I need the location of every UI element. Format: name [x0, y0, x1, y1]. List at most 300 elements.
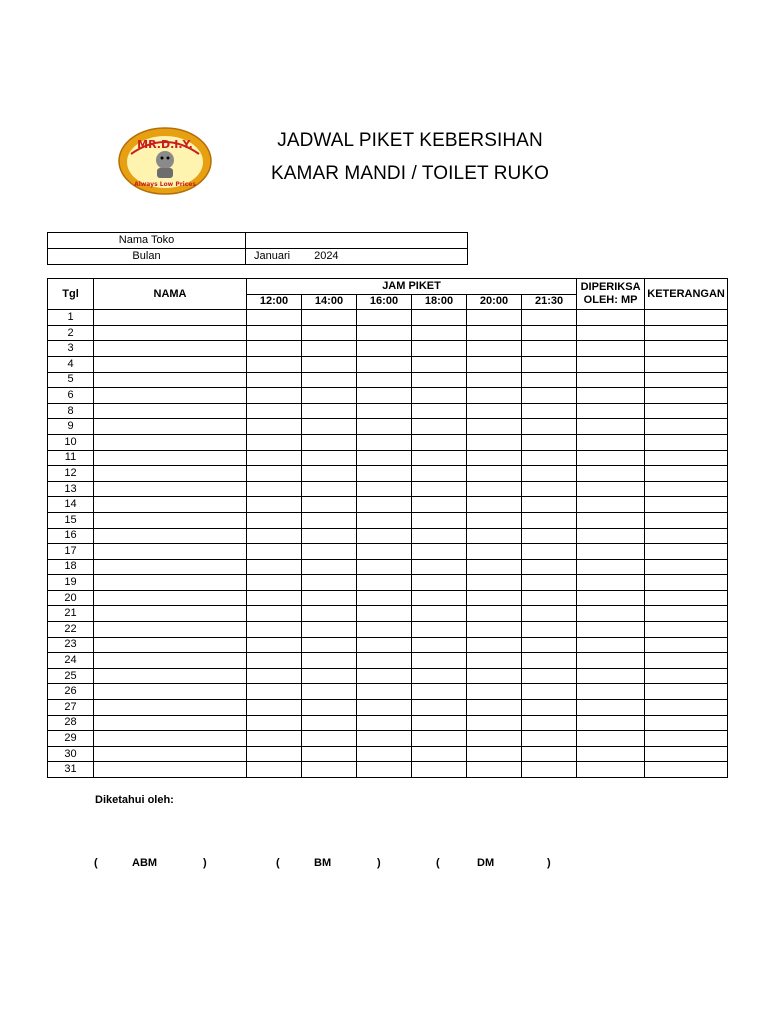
time-cell[interactable]: [247, 372, 302, 388]
time-cell[interactable]: [522, 731, 577, 747]
time-cell[interactable]: [357, 590, 412, 606]
time-cell[interactable]: [302, 622, 357, 638]
time-cell[interactable]: [412, 575, 467, 591]
checked-cell[interactable]: [577, 559, 645, 575]
time-cell[interactable]: [412, 325, 467, 341]
name-cell[interactable]: [94, 434, 247, 450]
time-cell[interactable]: [302, 512, 357, 528]
note-cell[interactable]: [645, 356, 728, 372]
time-cell[interactable]: [302, 341, 357, 357]
time-cell[interactable]: [247, 310, 302, 326]
name-cell[interactable]: [94, 419, 247, 435]
checked-cell[interactable]: [577, 497, 645, 513]
name-cell[interactable]: [94, 575, 247, 591]
time-cell[interactable]: [412, 512, 467, 528]
time-cell[interactable]: [302, 684, 357, 700]
time-cell[interactable]: [302, 497, 357, 513]
time-cell[interactable]: [357, 450, 412, 466]
header-time-4: 20:00: [467, 294, 522, 310]
time-cell[interactable]: [522, 606, 577, 622]
checked-cell[interactable]: [577, 544, 645, 560]
time-cell[interactable]: [357, 372, 412, 388]
time-cell[interactable]: [522, 715, 577, 731]
time-cell[interactable]: [302, 310, 357, 326]
name-cell[interactable]: [94, 356, 247, 372]
name-cell[interactable]: [94, 528, 247, 544]
checked-cell[interactable]: [577, 700, 645, 716]
time-cell[interactable]: [357, 746, 412, 762]
day-number: 20: [48, 590, 94, 606]
table-row: [48, 715, 728, 731]
note-cell[interactable]: [645, 746, 728, 762]
name-cell[interactable]: [94, 341, 247, 357]
time-cell[interactable]: [467, 622, 522, 638]
time-cell[interactable]: [412, 434, 467, 450]
time-cell[interactable]: [467, 388, 522, 404]
time-cell[interactable]: [522, 419, 577, 435]
checked-cell[interactable]: [577, 450, 645, 466]
time-cell[interactable]: [522, 388, 577, 404]
name-cell[interactable]: [94, 325, 247, 341]
time-cell[interactable]: [357, 497, 412, 513]
checked-cell[interactable]: [577, 762, 645, 778]
time-cell[interactable]: [357, 700, 412, 716]
table-row: [48, 559, 728, 575]
time-cell[interactable]: [302, 419, 357, 435]
day-number: 21: [48, 606, 94, 622]
time-cell[interactable]: [412, 419, 467, 435]
time-cell[interactable]: [247, 497, 302, 513]
time-cell[interactable]: [412, 450, 467, 466]
note-cell[interactable]: [645, 684, 728, 700]
name-cell[interactable]: [94, 559, 247, 575]
checked-cell[interactable]: [577, 575, 645, 591]
time-cell[interactable]: [247, 481, 302, 497]
time-cell[interactable]: [467, 434, 522, 450]
time-cell[interactable]: [412, 528, 467, 544]
time-cell[interactable]: [467, 746, 522, 762]
time-cell[interactable]: [412, 341, 467, 357]
time-cell[interactable]: [302, 637, 357, 653]
time-cell[interactable]: [412, 544, 467, 560]
time-cell[interactable]: [467, 606, 522, 622]
note-cell[interactable]: [645, 559, 728, 575]
time-cell[interactable]: [247, 325, 302, 341]
time-cell[interactable]: [467, 356, 522, 372]
name-cell[interactable]: [94, 310, 247, 326]
checked-cell[interactable]: [577, 481, 645, 497]
time-cell[interactable]: [522, 590, 577, 606]
time-cell[interactable]: [357, 341, 412, 357]
time-cell[interactable]: [247, 559, 302, 575]
time-cell[interactable]: [522, 372, 577, 388]
time-cell[interactable]: [247, 356, 302, 372]
time-cell[interactable]: [357, 762, 412, 778]
time-cell[interactable]: [247, 700, 302, 716]
time-cell[interactable]: [467, 466, 522, 482]
time-cell[interactable]: [467, 450, 522, 466]
time-cell[interactable]: [302, 388, 357, 404]
note-cell[interactable]: [645, 575, 728, 591]
checked-cell[interactable]: [577, 731, 645, 747]
day-number: 19: [48, 575, 94, 591]
checked-cell[interactable]: [577, 528, 645, 544]
time-cell[interactable]: [357, 512, 412, 528]
time-cell[interactable]: [412, 310, 467, 326]
time-cell[interactable]: [522, 481, 577, 497]
header-time-0: 12:00: [247, 294, 302, 310]
time-cell[interactable]: [357, 606, 412, 622]
time-cell[interactable]: [467, 403, 522, 419]
time-cell[interactable]: [412, 606, 467, 622]
table-row: [48, 544, 728, 560]
time-cell[interactable]: [522, 668, 577, 684]
name-cell[interactable]: [94, 668, 247, 684]
time-cell[interactable]: [357, 731, 412, 747]
time-cell[interactable]: [357, 622, 412, 638]
time-cell[interactable]: [357, 637, 412, 653]
time-cell[interactable]: [247, 684, 302, 700]
checked-cell[interactable]: [577, 606, 645, 622]
checked-cell[interactable]: [577, 388, 645, 404]
time-cell[interactable]: [412, 403, 467, 419]
time-cell[interactable]: [467, 684, 522, 700]
time-cell[interactable]: [357, 528, 412, 544]
time-cell[interactable]: [247, 746, 302, 762]
time-cell[interactable]: [247, 512, 302, 528]
note-cell[interactable]: [645, 715, 728, 731]
checked-cell[interactable]: [577, 684, 645, 700]
time-cell[interactable]: [302, 653, 357, 669]
name-cell[interactable]: [94, 544, 247, 560]
note-cell[interactable]: [645, 606, 728, 622]
time-cell[interactable]: [357, 481, 412, 497]
time-cell[interactable]: [522, 310, 577, 326]
time-cell[interactable]: [522, 575, 577, 591]
time-cell[interactable]: [247, 731, 302, 747]
time-cell[interactable]: [247, 762, 302, 778]
note-cell[interactable]: [645, 700, 728, 716]
paren-open-bm: (: [276, 857, 280, 869]
name-cell[interactable]: [94, 653, 247, 669]
note-cell[interactable]: [645, 653, 728, 669]
mrdiy-logo: [117, 126, 213, 196]
time-cell[interactable]: [412, 497, 467, 513]
note-cell[interactable]: [645, 434, 728, 450]
time-cell[interactable]: [247, 434, 302, 450]
header-time-5: 21:30: [522, 294, 577, 310]
name-cell[interactable]: [94, 637, 247, 653]
time-cell[interactable]: [247, 606, 302, 622]
checked-cell[interactable]: [577, 668, 645, 684]
note-cell[interactable]: [645, 668, 728, 684]
time-cell[interactable]: [302, 325, 357, 341]
name-cell[interactable]: [94, 512, 247, 528]
checked-cell[interactable]: [577, 341, 645, 357]
time-cell[interactable]: [522, 700, 577, 716]
day-number: 31: [48, 762, 94, 778]
time-cell[interactable]: [302, 746, 357, 762]
time-cell[interactable]: [522, 637, 577, 653]
time-cell[interactable]: [412, 668, 467, 684]
time-cell[interactable]: [302, 606, 357, 622]
time-cell[interactable]: [302, 466, 357, 482]
table-row: [48, 512, 728, 528]
day-number: 2: [48, 325, 94, 341]
time-cell[interactable]: [302, 590, 357, 606]
note-cell[interactable]: [645, 497, 728, 513]
checked-cell[interactable]: [577, 434, 645, 450]
time-cell[interactable]: [357, 356, 412, 372]
name-cell[interactable]: [94, 497, 247, 513]
note-cell[interactable]: [645, 403, 728, 419]
time-cell[interactable]: [467, 653, 522, 669]
time-cell[interactable]: [412, 746, 467, 762]
time-cell[interactable]: [302, 481, 357, 497]
checked-cell[interactable]: [577, 403, 645, 419]
time-cell[interactable]: [412, 481, 467, 497]
time-cell[interactable]: [247, 544, 302, 560]
time-cell[interactable]: [467, 419, 522, 435]
time-cell[interactable]: [412, 700, 467, 716]
checked-cell[interactable]: [577, 512, 645, 528]
time-cell[interactable]: [522, 559, 577, 575]
time-cell[interactable]: [412, 715, 467, 731]
time-cell[interactable]: [467, 544, 522, 560]
name-cell[interactable]: [94, 606, 247, 622]
time-cell[interactable]: [522, 356, 577, 372]
time-cell[interactable]: [467, 668, 522, 684]
table-row: [48, 746, 728, 762]
time-cell[interactable]: [467, 731, 522, 747]
note-cell[interactable]: [645, 310, 728, 326]
time-cell[interactable]: [467, 310, 522, 326]
time-cell[interactable]: [302, 372, 357, 388]
time-cell[interactable]: [412, 559, 467, 575]
table-row: [48, 356, 728, 372]
time-cell[interactable]: [357, 310, 412, 326]
name-cell[interactable]: [94, 590, 247, 606]
note-cell[interactable]: [645, 372, 728, 388]
note-cell[interactable]: [645, 544, 728, 560]
time-cell[interactable]: [412, 356, 467, 372]
day-number: 11: [48, 450, 94, 466]
time-cell[interactable]: [467, 512, 522, 528]
day-number: 24: [48, 653, 94, 669]
time-cell[interactable]: [522, 325, 577, 341]
note-cell[interactable]: [645, 450, 728, 466]
time-cell[interactable]: [412, 762, 467, 778]
time-cell[interactable]: [412, 388, 467, 404]
time-cell[interactable]: [522, 497, 577, 513]
note-cell[interactable]: [645, 466, 728, 482]
note-cell[interactable]: [645, 388, 728, 404]
time-cell[interactable]: [357, 466, 412, 482]
time-cell[interactable]: [522, 403, 577, 419]
checked-cell[interactable]: [577, 746, 645, 762]
time-cell[interactable]: [357, 668, 412, 684]
time-cell[interactable]: [522, 512, 577, 528]
time-cell[interactable]: [412, 590, 467, 606]
time-cell[interactable]: [467, 372, 522, 388]
time-cell[interactable]: [302, 403, 357, 419]
name-cell[interactable]: [94, 746, 247, 762]
name-cell[interactable]: [94, 372, 247, 388]
time-cell[interactable]: [467, 341, 522, 357]
time-cell[interactable]: [412, 622, 467, 638]
store-label: Nama Toko: [48, 233, 246, 249]
time-cell[interactable]: [467, 559, 522, 575]
note-cell[interactable]: [645, 637, 728, 653]
time-cell[interactable]: [467, 497, 522, 513]
checked-cell[interactable]: [577, 419, 645, 435]
paren-open-dm: (: [436, 857, 440, 869]
name-cell[interactable]: [94, 715, 247, 731]
time-cell[interactable]: [357, 544, 412, 560]
time-cell[interactable]: [247, 653, 302, 669]
time-cell[interactable]: [247, 715, 302, 731]
time-cell[interactable]: [247, 622, 302, 638]
time-cell[interactable]: [467, 528, 522, 544]
time-cell[interactable]: [247, 403, 302, 419]
month-value-cell[interactable]: [246, 249, 468, 265]
time-cell[interactable]: [302, 575, 357, 591]
time-cell[interactable]: [522, 653, 577, 669]
time-cell[interactable]: [247, 637, 302, 653]
note-cell[interactable]: [645, 590, 728, 606]
note-cell[interactable]: [645, 419, 728, 435]
time-cell[interactable]: [467, 637, 522, 653]
note-cell[interactable]: [645, 528, 728, 544]
table-row: [48, 434, 728, 450]
name-cell[interactable]: [94, 700, 247, 716]
time-cell[interactable]: [522, 544, 577, 560]
time-cell[interactable]: [522, 622, 577, 638]
time-cell[interactable]: [357, 403, 412, 419]
time-cell[interactable]: [357, 388, 412, 404]
time-cell[interactable]: [247, 450, 302, 466]
time-cell[interactable]: [412, 372, 467, 388]
time-cell[interactable]: [302, 356, 357, 372]
checked-cell[interactable]: [577, 622, 645, 638]
time-cell[interactable]: [357, 715, 412, 731]
time-cell[interactable]: [302, 731, 357, 747]
time-cell[interactable]: [357, 575, 412, 591]
checked-cell[interactable]: [577, 372, 645, 388]
time-cell[interactable]: [302, 715, 357, 731]
time-cell[interactable]: [302, 559, 357, 575]
time-cell[interactable]: [467, 715, 522, 731]
time-cell[interactable]: [247, 388, 302, 404]
time-cell[interactable]: [522, 341, 577, 357]
name-cell[interactable]: [94, 622, 247, 638]
time-cell[interactable]: [467, 700, 522, 716]
time-cell[interactable]: [302, 434, 357, 450]
time-cell[interactable]: [247, 575, 302, 591]
checked-cell[interactable]: [577, 466, 645, 482]
time-cell[interactable]: [467, 481, 522, 497]
paren-close-bm: ): [377, 857, 381, 869]
time-cell[interactable]: [247, 419, 302, 435]
checked-cell[interactable]: [577, 325, 645, 341]
name-cell[interactable]: [94, 762, 247, 778]
time-cell[interactable]: [302, 450, 357, 466]
time-cell[interactable]: [247, 341, 302, 357]
table-row: [48, 497, 728, 513]
time-cell[interactable]: [412, 731, 467, 747]
checked-cell[interactable]: [577, 310, 645, 326]
name-cell[interactable]: [94, 450, 247, 466]
time-cell[interactable]: [522, 450, 577, 466]
checked-cell[interactable]: [577, 653, 645, 669]
time-cell[interactable]: [522, 746, 577, 762]
note-cell[interactable]: [645, 512, 728, 528]
time-cell[interactable]: [522, 762, 577, 778]
day-number: 15: [48, 512, 94, 528]
time-cell[interactable]: [247, 528, 302, 544]
time-cell[interactable]: [467, 575, 522, 591]
time-cell[interactable]: [522, 434, 577, 450]
time-cell[interactable]: [302, 544, 357, 560]
time-cell[interactable]: [522, 684, 577, 700]
name-cell[interactable]: [94, 388, 247, 404]
checked-cell[interactable]: [577, 356, 645, 372]
checked-cell[interactable]: [577, 590, 645, 606]
time-cell[interactable]: [247, 590, 302, 606]
time-cell[interactable]: [467, 325, 522, 341]
time-cell[interactable]: [247, 466, 302, 482]
time-cell[interactable]: [302, 528, 357, 544]
name-cell[interactable]: [94, 466, 247, 482]
time-cell[interactable]: [522, 466, 577, 482]
time-cell[interactable]: [357, 325, 412, 341]
time-cell[interactable]: [412, 637, 467, 653]
header-keterangan: KETERANGAN: [645, 279, 728, 310]
note-cell[interactable]: [645, 341, 728, 357]
store-value[interactable]: [246, 233, 468, 249]
time-cell[interactable]: [247, 668, 302, 684]
name-cell[interactable]: [94, 481, 247, 497]
time-cell[interactable]: [412, 684, 467, 700]
day-number: 14: [48, 497, 94, 513]
time-cell[interactable]: [302, 762, 357, 778]
note-cell[interactable]: [645, 622, 728, 638]
time-cell[interactable]: [357, 434, 412, 450]
time-cell[interactable]: [467, 590, 522, 606]
time-cell[interactable]: [357, 559, 412, 575]
time-cell[interactable]: [302, 668, 357, 684]
checked-cell[interactable]: [577, 715, 645, 731]
name-cell[interactable]: [94, 731, 247, 747]
note-cell[interactable]: [645, 481, 728, 497]
checked-cell[interactable]: [577, 637, 645, 653]
time-cell[interactable]: [357, 653, 412, 669]
table-row: [48, 310, 728, 326]
time-cell[interactable]: [302, 700, 357, 716]
time-cell[interactable]: [522, 528, 577, 544]
note-cell[interactable]: [645, 731, 728, 747]
time-cell[interactable]: [357, 419, 412, 435]
day-number: 10: [48, 434, 94, 450]
time-cell[interactable]: [412, 466, 467, 482]
name-cell[interactable]: [94, 684, 247, 700]
time-cell[interactable]: [412, 653, 467, 669]
time-cell[interactable]: [357, 684, 412, 700]
note-cell[interactable]: [645, 762, 728, 778]
name-cell[interactable]: [94, 403, 247, 419]
time-cell[interactable]: [467, 762, 522, 778]
note-cell[interactable]: [645, 325, 728, 341]
